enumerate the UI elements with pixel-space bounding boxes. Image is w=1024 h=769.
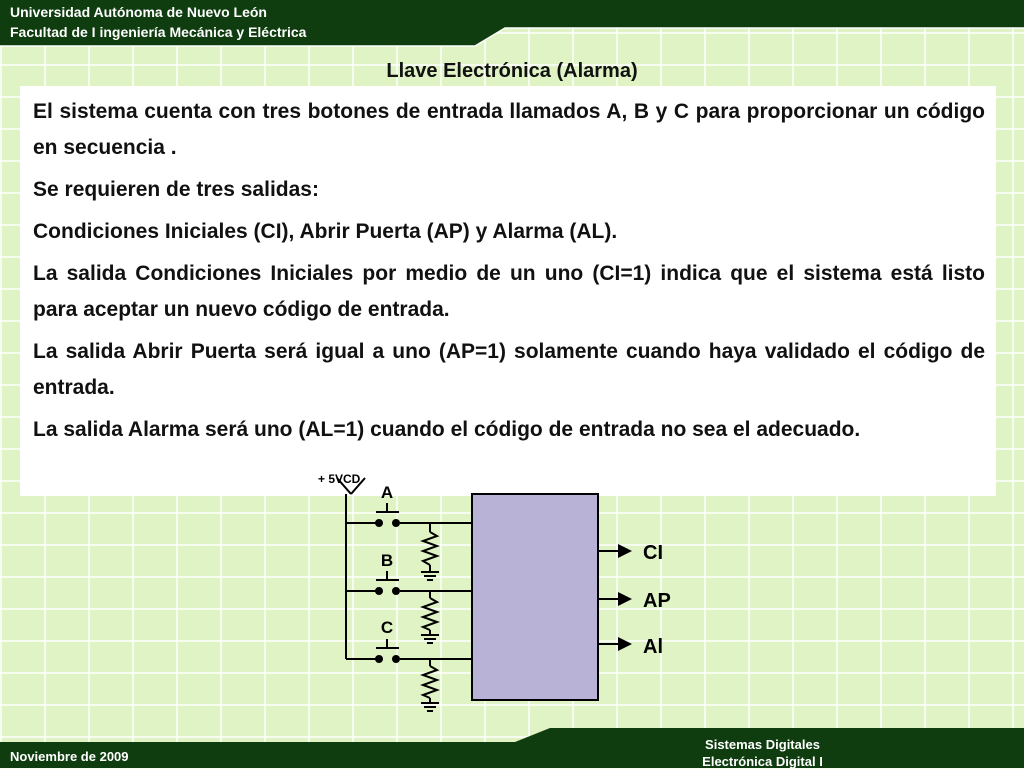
output-label-al: Al	[643, 636, 663, 658]
paragraph-5: La salida Abrir Puerta será igual a uno (AP=1) solamente cuando haya validado el código de entrada.	[33, 340, 985, 399]
paragraph-6: La salida Alarma será uno (AL=1) cuando el código de entrada no sea el adecuado.	[33, 418, 861, 441]
paragraph-1: El sistema cuenta con tres botones de entrada llamados A, B y C para proporcionar un código en secuencia .	[33, 100, 985, 159]
switch-a	[346, 503, 472, 527]
output-arrow-ci	[598, 544, 632, 558]
input-label-c: C	[380, 618, 394, 637]
switch-b	[346, 571, 472, 595]
alarm-circuit-diagram	[300, 466, 700, 726]
paragraph-4: La salida Condiciones Iniciales por medio de un uno (CI=1) indica que el sistema está listo para aceptar un nuevo código de entrada.	[33, 262, 985, 321]
input-label-a: A	[380, 483, 394, 502]
slide-title: Llave Electrónica (Alarma)	[386, 60, 638, 82]
resistor-b	[421, 591, 439, 643]
footer-course-line1: Sistemas Digitales	[705, 737, 820, 752]
supply-label: + 5VCD	[318, 472, 361, 486]
output-arrow-ap	[598, 592, 632, 606]
input-label-b: B	[380, 551, 394, 570]
switch-c	[346, 639, 472, 663]
resistor-c	[421, 659, 439, 711]
paragraph-3: Condiciones Iniciales (CI), Abrir Puerta (AP) y Alarma (AL).	[33, 220, 618, 243]
output-label-ci: CI	[643, 542, 663, 564]
university-name: Universidad Autónoma de Nuevo León	[10, 4, 267, 20]
logic-block	[472, 494, 598, 700]
output-arrow-al	[598, 637, 632, 651]
paragraph-2: Se requieren de tres salidas:	[33, 178, 319, 201]
faculty-name: Facultad de I ingeniería Mecánica y Eléctrica	[10, 24, 307, 40]
content-text	[33, 94, 985, 454]
footer-date: Noviembre de 2009	[10, 749, 129, 764]
footer-course-line2: Electrónica Digital I	[702, 754, 823, 769]
output-label-ap: AP	[643, 590, 671, 612]
resistor-a	[421, 523, 439, 580]
